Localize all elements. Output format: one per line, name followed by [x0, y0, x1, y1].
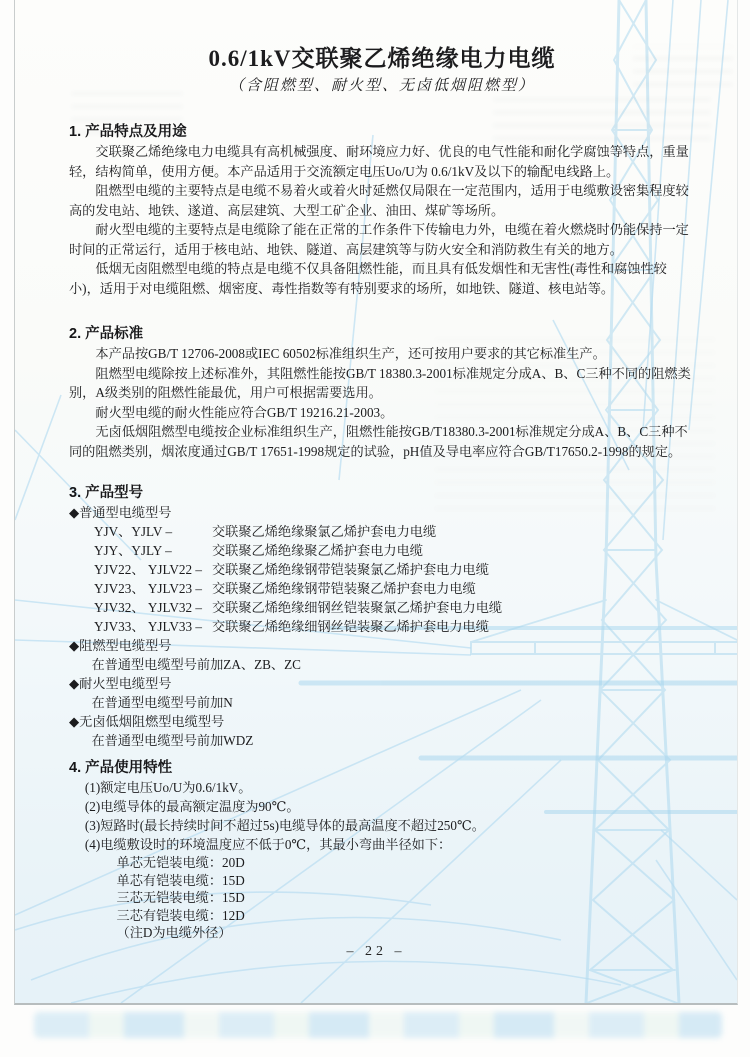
- model-group-title: ◆阻燃型电缆型号: [69, 638, 172, 653]
- bend-radius-item: 三芯有铠装电缆：12D: [116, 907, 245, 923]
- page-title: 0.6/1kV交联聚乙烯绝缘电力电缆: [208, 46, 556, 71]
- next-page-edge: [34, 1012, 722, 1038]
- document-content: [69, 44, 695, 942]
- bend-radius-item: 三芯无铠装电缆：15D: [116, 890, 245, 905]
- section-1-heading: 1. 产品特点及用途: [69, 124, 187, 140]
- model-code: YJV23、 YJLV23 –: [94, 581, 202, 596]
- section-1-paragraph: 低烟无卤阻燃型电缆的特点是电缆不仅具备阻燃性能，而且具有低发烟性和无害性(毒性和腐蚀性较小)，适用于对电缆阻燃、烟密度、毒性指数等有特别要求的场所，如地铁、隧道、核电站等。: [69, 261, 667, 296]
- model-description: 交联聚乙烯绝缘钢带铠装聚乙烯护套电力电缆: [212, 581, 476, 596]
- model-row: [69, 541, 695, 560]
- model-group-note: 在普通型电缆型号前加ZA、ZB、ZC: [91, 657, 301, 672]
- bend-radius-note: （注D为电缆外径）: [116, 925, 232, 940]
- model-code: YJY、YJLY –: [94, 543, 172, 558]
- model-code: YJV、YJLV –: [94, 524, 173, 539]
- page-number: – 22 –: [346, 944, 406, 959]
- model-row: [69, 579, 695, 598]
- section-1-paragraph: 耐火型电缆的主要特点是电缆除了能在正常的工作条件下传输电力外，电缆在着火燃烧时仍能保持一定时间的正常运行，适用于核电站、地铁、隧道、高层建筑等与防火安全和消防救生有关的地方。: [69, 222, 689, 257]
- bend-radius-item: 单芯无铠装电缆：20D: [116, 855, 245, 870]
- usage-item: (2)电缆导体的最高额定温度为90℃。: [84, 799, 300, 814]
- section-2-paragraph: 无卤低烟阻燃型电缆按企业标准组织生产，阻燃性能按GB/T18380.3-2001标准规定分成A、B、C三种不同的阻燃类别，烟浓度通过GB/T 17651-1998规定的试验，pH值及导电率应符合GB/T17650.2-1998的规定。: [69, 424, 688, 459]
- model-code: YJV22、 YJLV22 –: [94, 562, 202, 577]
- model-code: YJV33、 YJLV33 –: [94, 619, 202, 634]
- section-1-paragraph: 阻燃型电缆的主要特点是电缆不易着火或着火时延燃仅局限在一定范围内，适用于电缆敷设密集程度较高的发电站、地铁、遂道、高层建筑、大型工矿企业、油田、煤矿等场所。: [69, 183, 689, 218]
- usage-item: (1)额定电压Uo/U为0.6/1kV。: [84, 780, 252, 795]
- model-group-title: ◆耐火型电缆型号: [69, 676, 172, 691]
- model-row: [69, 598, 695, 617]
- section-2-paragraph: 本产品按GB/T 12706-2008或IEC 60502标准组织生产，还可按用户要求的其它标准生产。: [95, 346, 606, 361]
- model-group-title: ◆无卤低烟阻燃型电缆型号: [69, 714, 225, 729]
- model-code: YJV32、 YJLV32 –: [94, 600, 202, 615]
- section-4-heading: 4. 产品使用特性: [69, 760, 173, 776]
- model-row: [69, 560, 695, 579]
- section-2-paragraph: 耐火型电缆的耐火性能应符合GB/T 19216.21-2003。: [95, 404, 394, 420]
- section-3-heading: 3. 产品型号: [69, 485, 144, 501]
- model-type-list: [69, 503, 695, 750]
- model-group-note: 在普通型电缆型号前加N: [91, 695, 233, 710]
- usage-item: (4)电缆敷设时的环境温度应不低于0℃，其最小弯曲半径如下：: [84, 837, 452, 852]
- model-description: 交联聚乙烯绝缘细钢丝铠装聚乙烯护套电力电缆: [212, 619, 489, 634]
- model-description: 交联聚乙烯绝缘聚氯乙烯护套电力电缆: [212, 524, 437, 539]
- model-description: 交联聚乙烯绝缘细钢丝铠装聚氯乙烯护套电力电缆: [212, 600, 503, 615]
- model-row: [69, 522, 695, 541]
- model-description: 交联聚乙烯绝缘钢带铠装聚氯乙烯护套电力电缆: [212, 562, 489, 577]
- page-subtitle: （含阻燃型、耐火型、无卤低烟阻燃型）: [228, 78, 535, 94]
- model-description: 交联聚乙烯绝缘聚乙烯护套电力电缆: [212, 543, 423, 558]
- section-2-paragraph: 阻燃型电缆除按上述标准外，其阻燃性能按GB/T 18380.3-2001标准规定分成A、B、C三种不同的阻燃类别，A级类别的阻燃性能最优，用户可根据需要选用。: [69, 365, 691, 400]
- bend-radius-item: 单芯有铠装电缆：15D: [116, 872, 245, 888]
- model-group-title: ◆普通型电缆型号: [69, 505, 172, 520]
- model-group-note: 在普通型电缆型号前加WDZ: [91, 733, 254, 748]
- usage-item: (3)短路时(最长持续时间不超过5s)电缆导体的最高温度不超过250℃。: [84, 818, 485, 833]
- section-1-paragraph: 交联聚乙烯绝缘电力电缆具有高机械强度、耐环境应力好、优良的电气性能和耐化学腐蚀等特点，重量轻，结构简单，使用方便。本产品适用于交流额定电压Uo/U为 0.6/1kV及以下的输配电线路上。: [69, 144, 689, 179]
- section-2-heading: 2. 产品标准: [69, 326, 144, 342]
- scanned-page: [14, 0, 738, 1005]
- model-row: [69, 617, 695, 636]
